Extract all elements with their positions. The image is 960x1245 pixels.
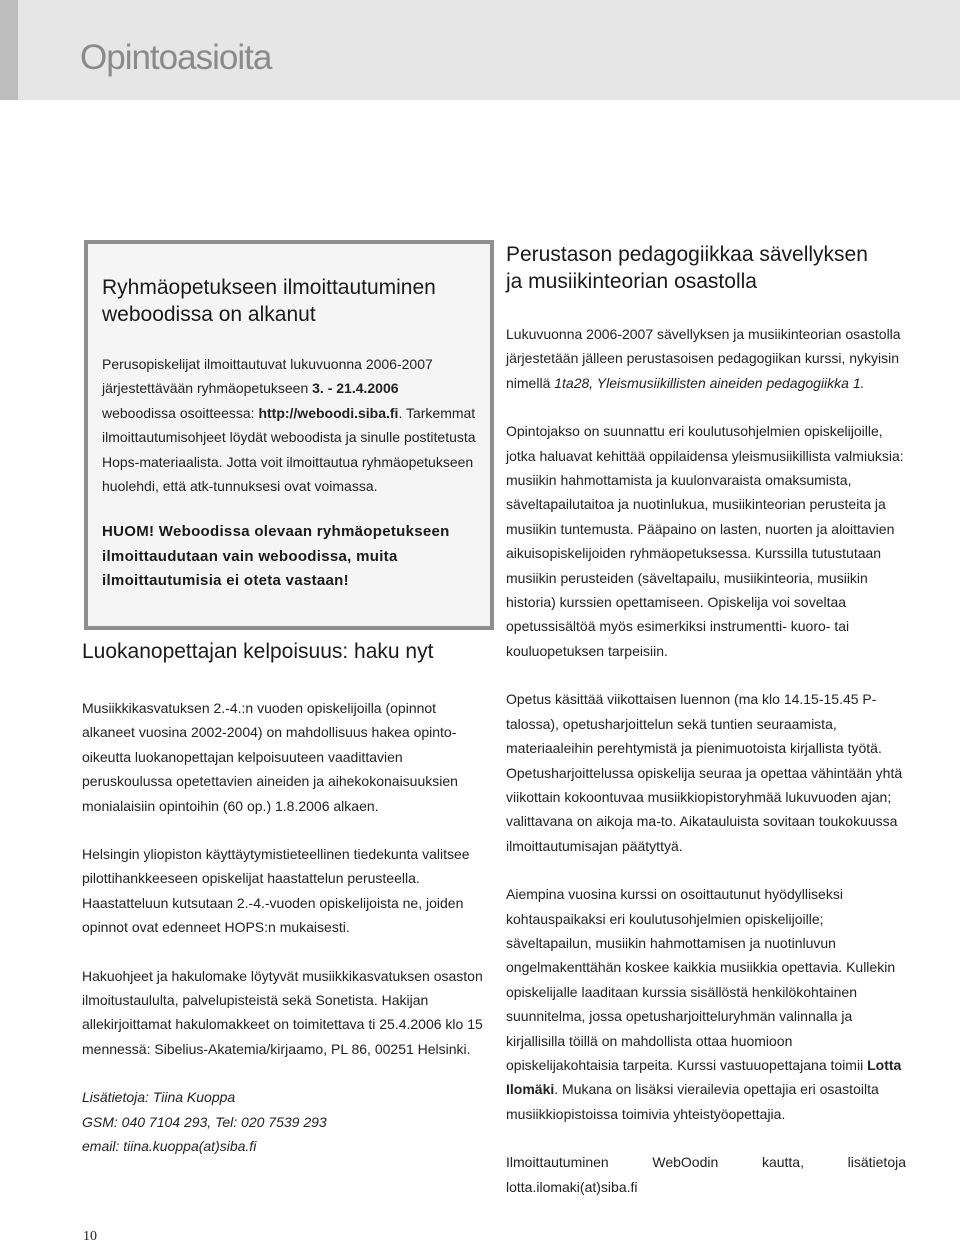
pedagogy-paragraph-2: Opintojakso on suunnattu eri koulutusohjelmien opiskelijoille, jotka haluavat kehittää oppilaidensa yleismusiikillista valmiuksia: musiikin hahmottamista ja kuulonvaraista omaksumista, säveltapailutaitoa ja nuotinlukua, musiikinteorian perusteita ja musiikin tuntemusta. Pääpaino on lasten, nuorten ja aloittavien aikuisopiskelijoiden ryhmäopetuksessa. Kurssilla tutustutaan musiikin perusteiden (säveltapailu, musiikinteoria, musiikin historia) kurssien opettamiseen. Opiskelija voi soveltaa opetussisältöä myös esimerkiksi instrumentti- kuoro- tai kouluopetuksen tarpeisiin. — [506, 423, 904, 659]
registration-paragraph — [102, 352, 476, 498]
qualification-heading: Luokanopettajan kelpoisuus: haku nyt — [82, 640, 434, 663]
registration-heading — [102, 274, 476, 328]
contact-name: Lisätietoja: Tiina Kuoppa — [82, 1089, 236, 1106]
pedagogy-p4-text: Aiempina vuosina kurssi on osoittautunut hyödylliseksi kohtauspaikaksi eri koulutusohjelmien opiskelijoille; säveltapailun, musiikin hahmottamisen ja nuotinluvun ongelmakenttähän koskee kaikkia musiikkia opettavia. Kullekin opiskelijalle laaditaan kurssia sisällöstä henkilökohtainen suunnitelma, jossa opetusharjoitteluryhmän valinnalla ja kirjallisilla töillä on mahdollista ottaa huomioon opiskelijakohtaisia tarpeita. Kurssi vastuuopettajana toimii — [506, 886, 896, 1073]
page-number: 10 — [83, 1229, 97, 1244]
pedagogy-heading-line1: Perustason pedagogiikkaa sävellyksen — [506, 243, 868, 266]
pedagogy-course-name: 1ta28, Yleismusiikillisten aineiden pedagogiikka 1. — [554, 374, 865, 391]
contact-info — [82, 1085, 484, 1158]
responsible-teacher: Lotta Ilomäki — [506, 1056, 902, 1098]
registration-text-mid: weboodissa osoitteessa: — [102, 404, 259, 421]
pedagogy-heading-line2: ja musiikinteorian osastolla — [506, 270, 757, 293]
qualification-paragraph-3: Hakuohjeet ja hakulomake löytyvät musiikkikasvatuksen osaston ilmoitustaululta, palvelupisteistä sekä Sonetista. Hakijan allekirjoittamat hakulomakkeet on toimitettava ti 25.4.2006 klo 15 mennessä: Sibelius-Akatemia/kirjaamo, PL 86, 00251 Helsinki. — [82, 967, 483, 1057]
qualification-paragraph-1: Musiikkikasvatuksen 2.-4.:n vuoden opiskelijoilla (opinnot alkaneet vuosina 2002-2004) on mahdollisuus hakea opinto-oikeutta luokanopettajan kelpoisuuteen vaadittavien peruskoulussa opetettavien aineiden ja aihekokonaisuuksien monialaisiin opintoihin (60 op.) 1.8.2006 alkaen. — [82, 700, 458, 814]
pedagogy-p4-end: . Mukana on lisäksi vierailevia opettajia eri osastoilta musiikkiopistoissa toimivia yhteistyöopettajia. — [506, 1081, 879, 1122]
pedagogy-paragraph-5: Ilmoittautuminen WebOodin kautta, lisätietoja lotta.ilomaki(at)siba.fi — [506, 1154, 906, 1195]
pedagogy-p1-text: Lukuvuonna 2006-2007 sävellyksen ja musiikinteorian osastolla järjestetään jälleen perustasoisen pedagogiikan kurssi, nykyisin nimellä — [506, 326, 901, 391]
pedagogy-paragraph-4 — [506, 882, 906, 1126]
registration-warning: HUOM! Weboodissa olevaan ryhmäopetukseen ilmoittaudutaan vain weboodissa, muita ilmoittautumisia ei oteta vastaan! — [102, 523, 450, 590]
qualification-paragraph-2: Helsingin yliopiston käyttäytymistieteellinen tiedekunta valitsee pilottihankkeeseen opiskelijat haastattelun perusteella. Haastatteluun kutsutaan 2.-4.-vuoden opiskelijoista ne, joiden opinnot ovat edenneet HOPS:n mukaisesti. — [82, 846, 470, 936]
contact-phone: GSM: 040 7104 293, Tel: 020 7539 293 — [82, 1113, 327, 1130]
registration-notice-box — [84, 240, 494, 630]
registration-heading-line2: weboodissa on alkanut — [102, 303, 316, 326]
registration-text-start: Perusopiskelijat ilmoittautuvat lukuvuonna 2006-2007 järjestettävään ryhmäopetukseen — [102, 356, 433, 397]
registration-heading-line1: Ryhmäopetukseen ilmoittautuminen — [102, 276, 436, 299]
registration-dates: 3. - 21.4.2006 — [312, 380, 399, 397]
weboodi-url: http://weboodi.siba.fi — [258, 404, 399, 421]
pedagogy-paragraph-1 — [506, 322, 906, 395]
page-title: Opintoasioita — [80, 38, 272, 77]
pedagogy-heading — [506, 241, 906, 295]
teacher-qualification-article — [82, 638, 484, 1159]
registration-text-end: . Tarkemmat ilmoittautumisohjeet löydät weboodista ja sinulle postitetusta Hops-materiaalista. Jotta voit ilmoittautua ryhmäopetukseen huolehdi, että atk-tunnuksesi ovat voimassa. — [102, 404, 476, 495]
header-edge-stripe — [0, 0, 18, 100]
contact-email: email: tiina.kuoppa(at)siba.fi — [82, 1138, 257, 1155]
pedagogy-paragraph-3: Opetus käsittää viikottaisen luennon (ma klo 14.15-15.45 P-talossa), opetusharjoittelun sekä tuntien seuraamista, materiaaleihin perehtymistä ja pienimuotoista kirjallista työtä. Opetusharjoittelussa opiskelija seuraa ja opettaa vähintään yhtä viikottain kokoontuvaa musiikkiopistoryhmää lukuvuoden ajan; valittavana on aikoja ma-to. Aikatauluista sovitaan toukokuussa ilmoittautumisajan päätyttyä. — [506, 691, 903, 854]
pedagogy-course-article — [506, 241, 906, 1199]
